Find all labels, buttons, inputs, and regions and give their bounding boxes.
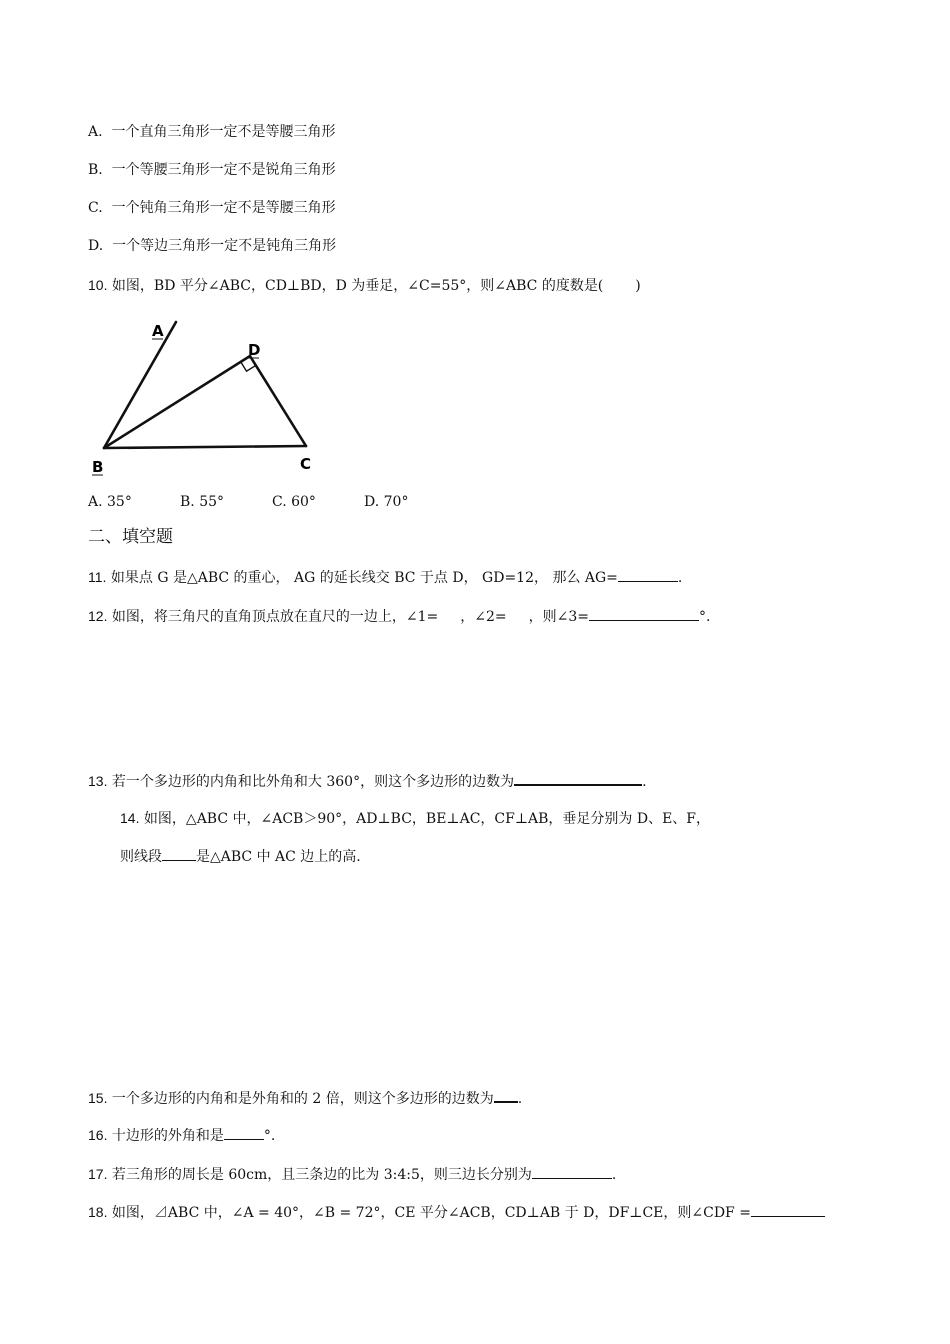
q9-option-c: C. 一个钝角三角形一定不是等腰三角形 [88,200,336,216]
q17-answer-blank[interactable] [532,1164,612,1179]
question-13: 13. 若一个多边形的内角和比外角和大 360°，则这个多边形的边数为 . [88,770,647,792]
q14-answer-blank[interactable] [162,846,196,861]
q10-option-b: B. 55° [180,494,225,510]
q9-option-d: D. 一个等边三角形一定不是钝角三角形 [88,238,337,254]
q9-option-a: A. 一个直角三角形一定不是等腰三角形 [88,124,336,140]
q11-answer-blank[interactable] [618,567,678,582]
line-bd [104,356,250,448]
q15-answer-blank[interactable] [494,1087,518,1103]
q9-option-b: B. 一个等腰三角形一定不是锐角三角形 [88,162,336,178]
question-11: 11. 如果点 G 是△ABC 的重心， AG 的延长线交 BC 于点 D， GD=12， 那么 AG= . [88,569,683,586]
section-2-title: 二、填空题 [88,527,173,547]
q10-option-d: D. 70° [364,494,409,510]
line-dc [250,356,306,446]
question-14-line-2: 则线段 是△ABC 中 AC 边上的高. [120,846,361,867]
q10-figure [86,312,326,482]
question-17: 17. 若三角形的周长是 60cm，且三条边的比为 3:4:5，则三边长分别为 . [88,1166,617,1183]
q10-option-c: C. 60° [272,494,316,510]
label-d: D [248,341,261,359]
line-ba [104,322,176,448]
question-12: 12. 如图，将三角尺的直角顶点放在直尺的一边上，∠1= ，∠2= ，则∠3= °. [88,608,711,625]
question-10: 10. 如图，BD 平分∠ABC，CD⊥BD，D 为垂足，∠C=55°，则∠ABC 的度数是( ) [88,277,641,294]
question-18: 18. 如图，⊿ABC 中，∠A = 40°，∠B = 72°，CE 平分∠ACB，CD⊥AB 于 D，DF⊥CE，则∠CDF = [88,1202,825,1223]
question-15: 15. 一个多边形的内角和是外角和的 2 倍，则这个多边形的边数为 . [88,1087,522,1109]
q10-option-a: A. 35° [88,494,132,510]
q12-answer-blank[interactable] [589,606,699,621]
label-c: C [300,455,312,473]
question-16: 16. 十边形的外角和是 °. [88,1127,276,1144]
q13-answer-blank[interactable] [514,770,642,786]
label-b: B [92,458,104,476]
label-a: A [152,322,164,340]
q18-answer-blank[interactable] [751,1202,825,1217]
q16-answer-blank[interactable] [224,1125,264,1140]
question-14: 14. 如图，△ABC 中，∠ACB＞90°，AD⊥BC，BE⊥AC，CF⊥AB，垂足分别为 D、E、F， [120,810,711,827]
line-bc [104,446,306,448]
q10-options [88,492,408,512]
